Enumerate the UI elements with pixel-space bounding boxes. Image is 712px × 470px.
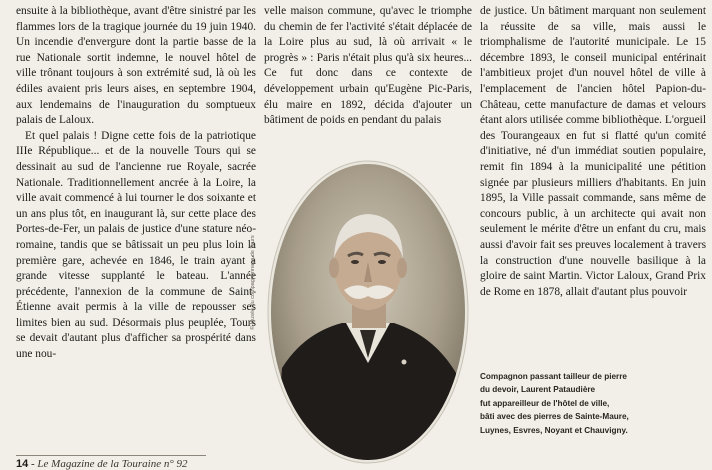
portrait-photo xyxy=(264,158,472,470)
caption-line: fut appareilleur de l'hôtel de ville, xyxy=(480,398,610,408)
paragraph: de justice. Un bâtiment marquant non seulement la réussite de sa ville, mais aussi le triomphalisme de l'autorité municipale. Le 15 décembre 1893, le conseil municipal entérinait l'ambitieux projet d'un nouvel hôtel de ville à l'emplacement de l'ancien hôtel Papion-du-Château, cette manufacture de damas et velours étant alors utilisée comme bibliothèque. L'orgueil des Tourangeaux en fut si flatté qu'un comité d'initiative, né d'un immédiat soutien populaire, remit fin 1894 à la municipalité une pétition signée par plusieurs milliers d'habitants. En juin 1895, la Ville passait commande, sans même de concours public, à un architecte qui avait non seulement le mérite d'être un enfant du cru, mais aussi d'avoir fait ses preuves localement à travers la construction d'une nouvelle basilique à la gloire de saint Martin. Victor Laloux, Grand Prix de Rome en 1878, allait d'autant plus pouvoir xyxy=(480,5,706,298)
photo-credit: © Musée du compagnonnage de Tours xyxy=(250,235,256,330)
footer-separator: - xyxy=(28,458,38,470)
caption-line: du devoir, Laurent Pataudière xyxy=(480,385,596,395)
article-column-2 xyxy=(264,4,472,129)
paragraph: ensuite à la bibliothèque, avant d'être sinistré par les flammes lors de la tragique journée du 19 juin 1940. Un incendie d'envergure dont la partie basse de la rue Nationale sortit indemne, le nouvel hôtel de ville trônant toujours à son extrémité sud, là où les édiles avaient pris leurs aises, en septembre 1904, aux lendemains de l'inauguration du somptueux palais de Laloux. xyxy=(16,5,256,127)
portrait-image xyxy=(264,158,472,470)
caption-line: bâti avec des pierres de Sainte-Maure, xyxy=(480,412,629,422)
caption-line: Luynes, Esvres, Noyant et Chauvigny. xyxy=(480,425,628,435)
paragraph: Et quel palais ! Digne cette fois de la patriotique IIIe République... et de la nouvelle Tours qui se dessinait au sud de l'ancienne rue Royale, sacrée Nationale. Traditionnellement ancrée à la Loire, la ville avait commencé à lui tourner le dos soixante et un ans plus tôt, en inaugurant là, sur cette place des Portes-de-Fer, un palais de justice d'une stature néo-romaine, tandis que se bâtissait un peu plus loin la première gare, achevée en 1846, le train ayant à grande vitesse supplanté le bateau. L'année précédente, l'annexion de la commune de Saint-Étienne avait permis à la ville de repousser ses limites bien au sud. Désormais plus peuplée, Tours se devait d'autant plus d'afficher sa prospérité dans une nou- xyxy=(16,129,256,361)
paragraph: velle maison commune, qu'avec le triomphe du chemin de fer l'activité s'était déplacée de la Loire plus au sud, là où arrivait « le progrès » : Paris n'était plus qu'à six heures... Ce fut donc dans ce contexte de développement urbain qu'Eugène Pic-Paris, élu maire en 1892, décida d'ajouter un bâtiment de poids en pendant du palais xyxy=(264,5,472,127)
article-column-1 xyxy=(16,4,256,363)
caption-line: Compagnon passant tailleur de pierre xyxy=(480,372,627,381)
page-footer xyxy=(16,458,187,470)
magazine-title: Le Magazine de la Touraine n° 92 xyxy=(37,458,188,470)
page-number: 14 xyxy=(16,458,29,470)
article-column-3 xyxy=(480,4,706,300)
footer-rule xyxy=(16,455,206,456)
photo-caption xyxy=(480,370,708,437)
